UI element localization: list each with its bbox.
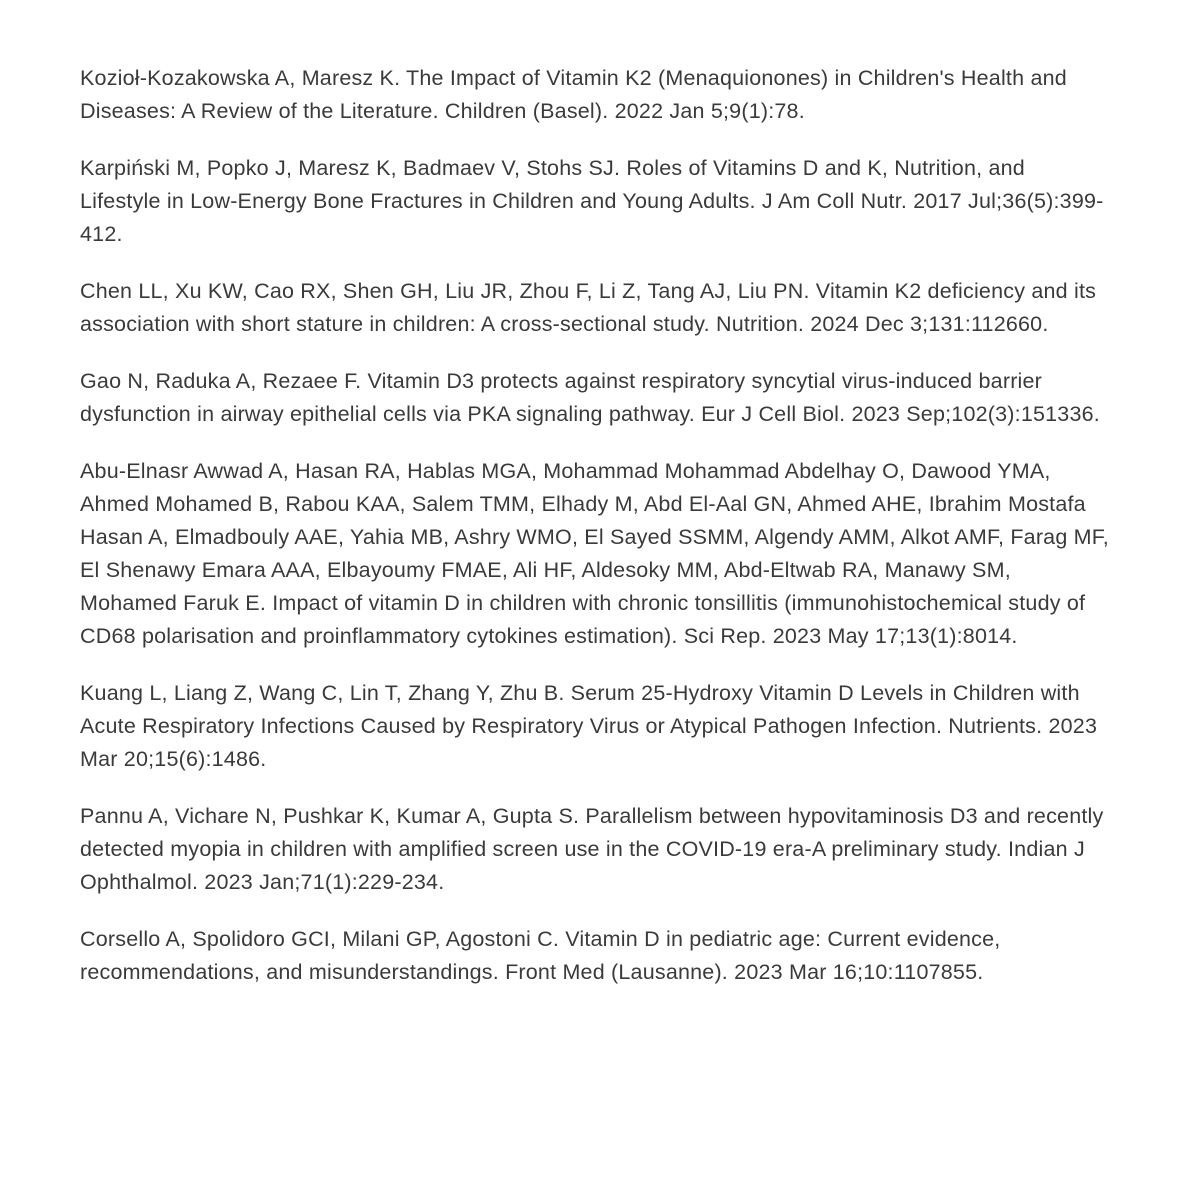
reference-item: Chen LL, Xu KW, Cao RX, Shen GH, Liu JR, Zhou F, Li Z, Tang AJ, Liu PN. Vitamin K2 deficiency and its association with short stature in children: A cross-sectional study. Nutrition. 2024 Dec 3;131:112660.	[80, 279, 1097, 336]
reference-item: Abu-Elnasr Awwad A, Hasan RA, Hablas MGA, Mohammad Mohammad Abdelhay O, Dawood YMA, Ahmed Mohamed B, Rabou KAA, Salem TMM, Elhady M, Abd El-Aal GN, Ahmed AHE, Ibrahim Mostafa Hasan A, Elmadbouly AAE, Yahia MB, Ashry WMO, El Sayed SSMM, Algendy AMM, Alkot AMF, Farag MF, El Shenawy Emara AAA, Elbayoumy FMAE, Ali HF, Aldesoky MM, Abd-Eltwab RA, Manawy SM, Mohamed Faruk E. Impact of vitamin D in children with chronic tonsillitis (immunohistochemical study of CD68 polarisation and proinflammatory cytokines estimation). Sci Rep. 2023 May 17;13(1):8014.	[80, 459, 1109, 648]
reference-item: Karpiński M, Popko J, Maresz K, Badmaev V, Stohs SJ. Roles of Vitamins D and K, Nutrition, and Lifestyle in Low-Energy Bone Fractures in Children and Young Adults. J Am Coll Nutr. 2017 Jul;36(5):399-412.	[80, 156, 1104, 246]
reference-item: Kuang L, Liang Z, Wang C, Lin T, Zhang Y, Zhu B. Serum 25-Hydroxy Vitamin D Levels in Children with Acute Respiratory Infections Caused by Respiratory Virus or Atypical Pathogen Infection. Nutrients. 2023 Mar 20;15(6):1486.	[80, 681, 1098, 771]
reference-item: Corsello A, Spolidoro GCI, Milani GP, Agostoni C. Vitamin D in pediatric age: Current evidence, recommendations, and misunderstandings. Front Med (Lausanne). 2023 Mar 16;10:1107855.	[80, 927, 1001, 984]
reference-item: Pannu A, Vichare N, Pushkar K, Kumar A, Gupta S. Parallelism between hypovitaminosis D3 and recently detected myopia in children with amplified screen use in the COVID-19 era-A preliminary study. Indian J Ophthalmol. 2023 Jan;71(1):229-234.	[80, 804, 1104, 894]
reference-item: Gao N, Raduka A, Rezaee F. Vitamin D3 protects against respiratory syncytial virus-induced barrier dysfunction in airway epithelial cells via PKA signaling pathway. Eur J Cell Biol. 2023 Sep;102(3):151336.	[80, 369, 1100, 426]
reference-item: Kozioł-Kozakowska A, Maresz K. The Impact of Vitamin K2 (Menaquionones) in Children's Health and Diseases: A Review of the Literature. Children (Basel). 2022 Jan 5;9(1):78.	[80, 66, 1067, 123]
